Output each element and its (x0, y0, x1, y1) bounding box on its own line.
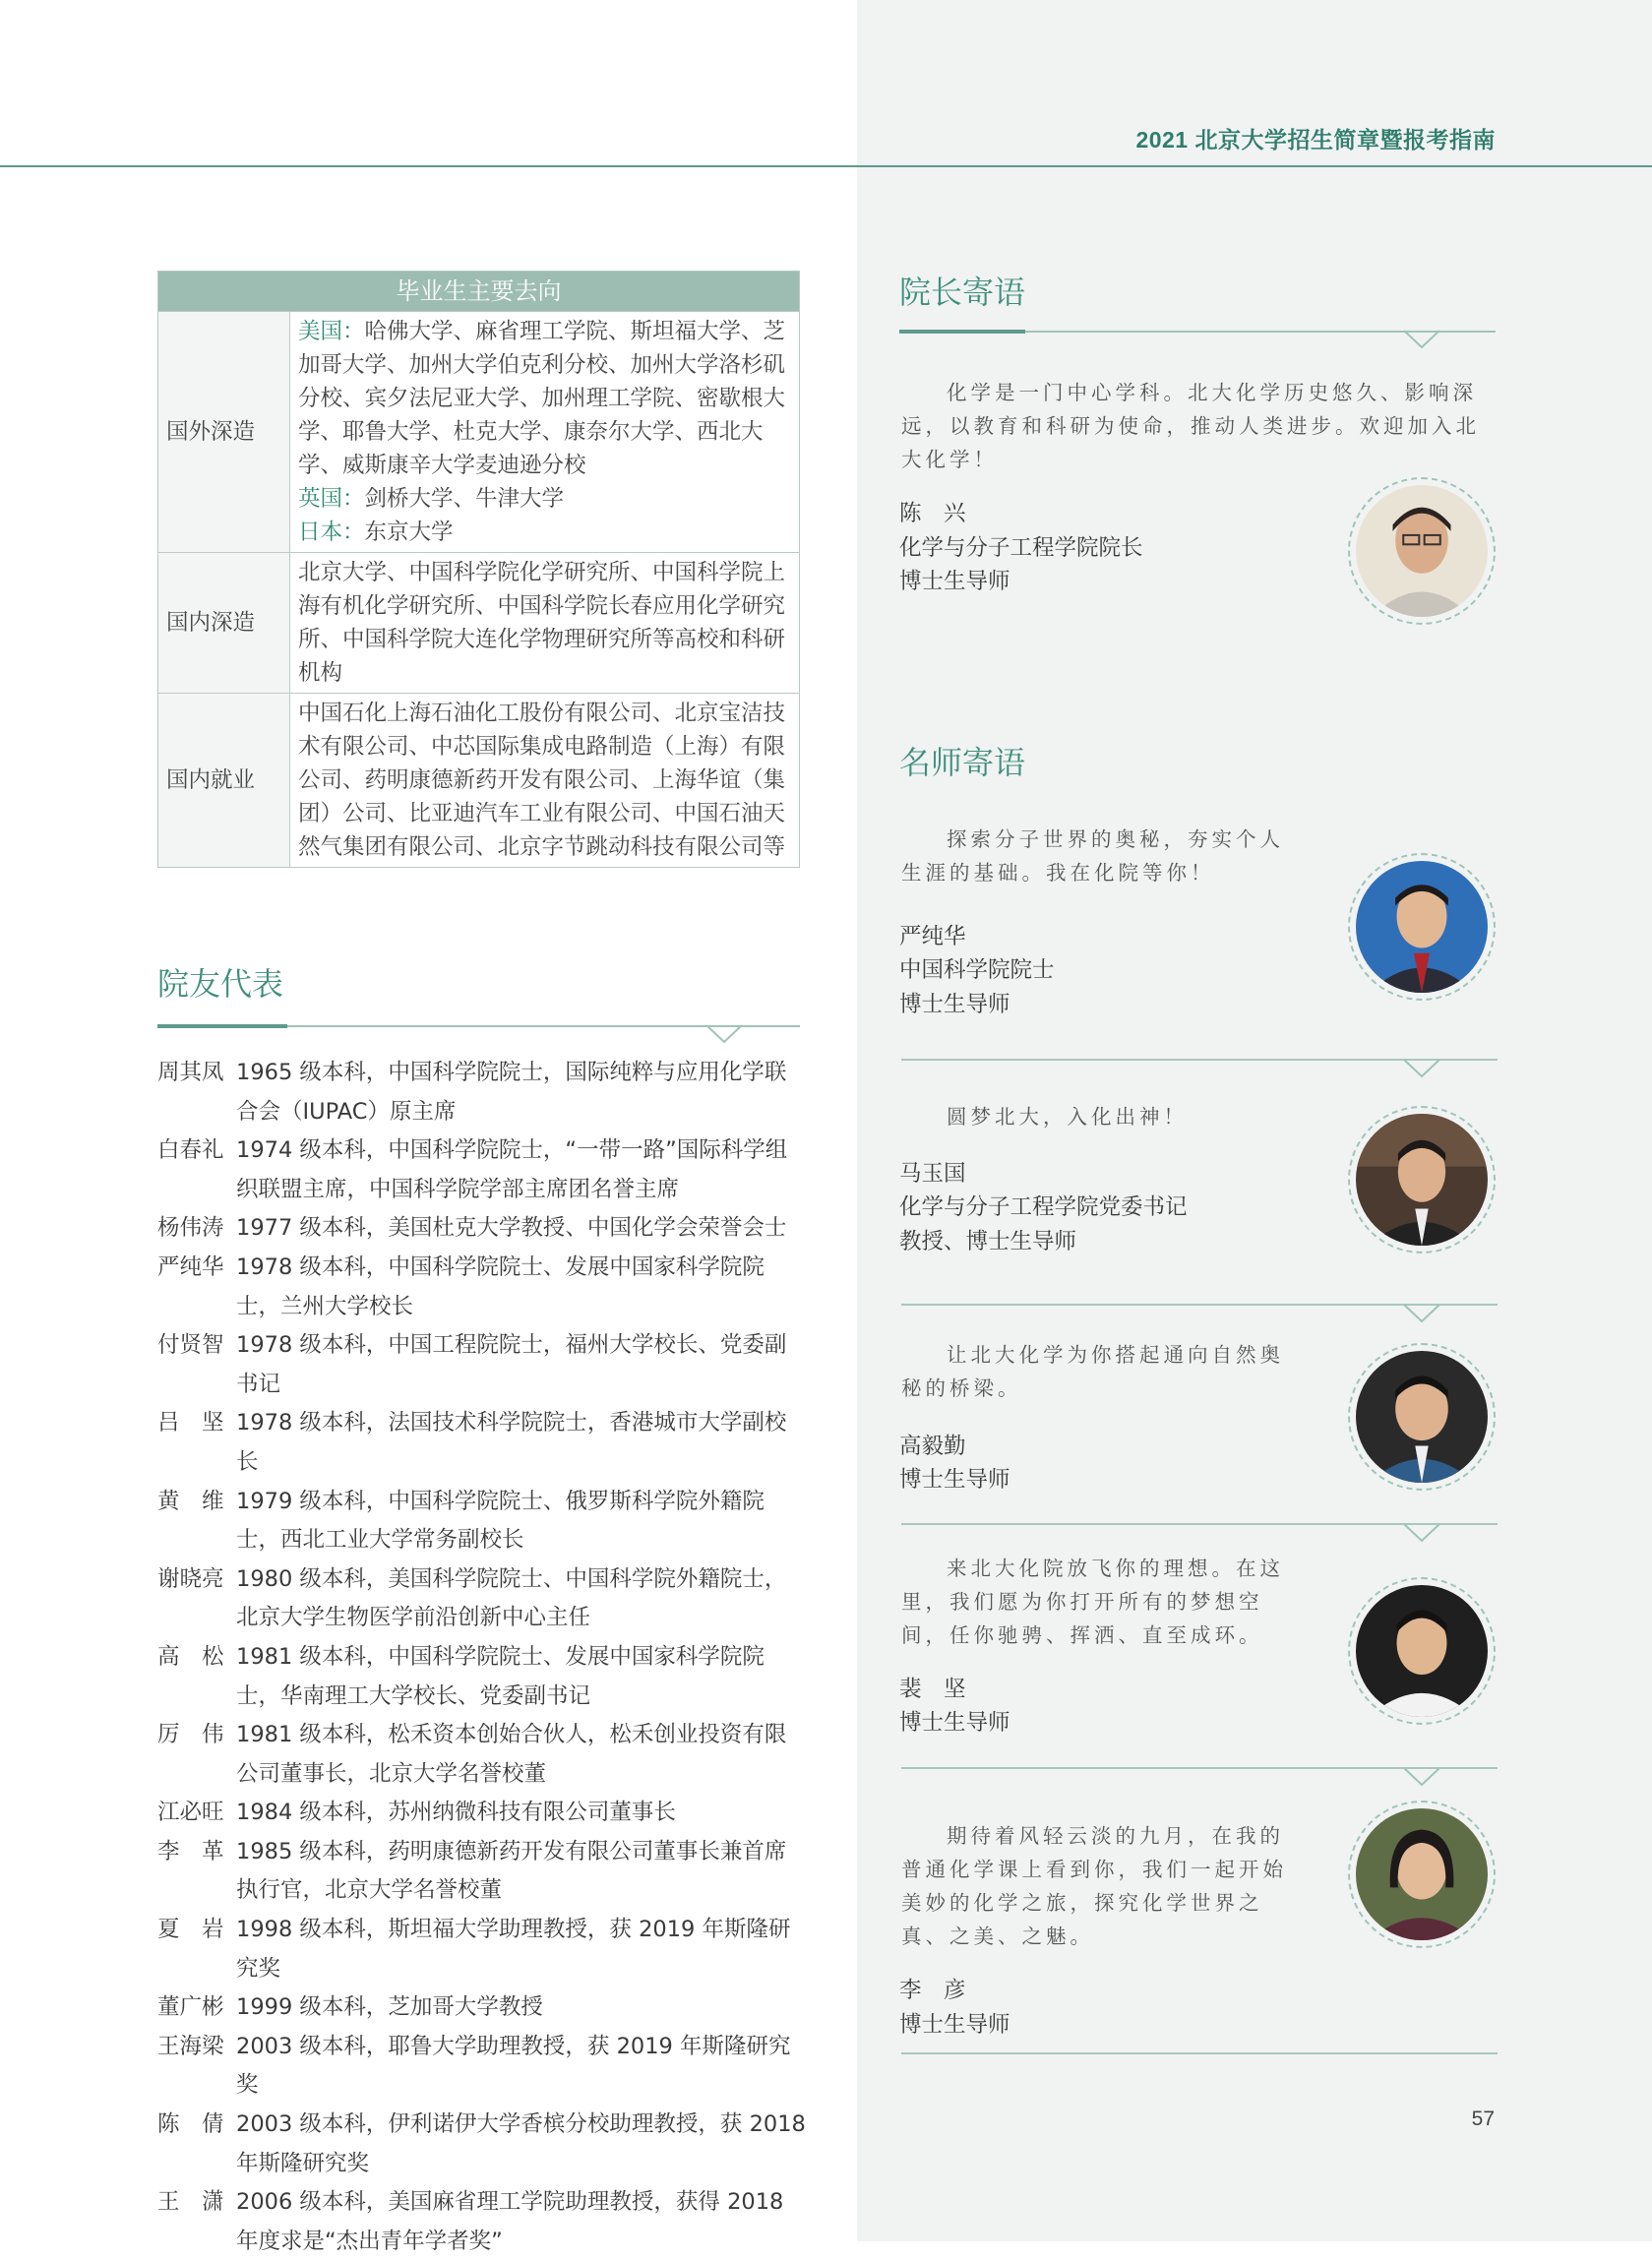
alumni-desc: 1965 级本科，中国科学院院士，国际纯粹与应用化学联合会（IUPAC）原主席 (236, 1060, 787, 1125)
teacher-role: 教授、博士生导师 (899, 1229, 1077, 1254)
list-item (157, 2028, 807, 2106)
table-heading: 毕业生主要去向 (158, 272, 800, 312)
dean-role: 博士生导师 (899, 569, 1010, 594)
school-list: 哈佛大学、麻省理工学院、斯坦福大学、芝加哥大学、加州大学伯克利分校、加州大学洛杉矶分校、宾夕法尼亚大学、加州理工学院、密歇根大学、耶鲁大学、杜克大学、康奈尔大学、西北大学、威斯康辛大学麦迪逊分校 (298, 319, 786, 478)
dean-section-accent (899, 330, 1025, 334)
teacher-quote: 探索分子世界的奥秘，夯实个人生涯的基础。我在化院等你！ (901, 827, 1284, 885)
teacher-quote: 来北大化院放飞你的理想。在这里，我们愿为你打开所有的梦想空间，任你驰骋、挥洒、直至成环。 (901, 1557, 1284, 1647)
alumni-desc: 1999 级本科，芝加哥大学教授 (236, 1994, 543, 2021)
list-item (157, 1131, 807, 1209)
teacher-name: 高毅勤 (899, 1434, 966, 1459)
list-item (157, 2183, 807, 2261)
list-item (157, 1326, 807, 1404)
alumni-name: 厉 伟 (157, 1722, 224, 1748)
dean-section-title: 院长寄语 (899, 274, 1026, 311)
dean-role: 化学与分子工程学院院长 (899, 535, 1143, 561)
alumni-desc: 1978 级本科，中国工程院院士，福州大学校长、党委副书记 (236, 1332, 787, 1397)
alumni-name: 高 松 (157, 1643, 224, 1670)
row-category: 国内深造 (158, 553, 290, 694)
teacher-role: 博士生导师 (899, 992, 1010, 1017)
alumni-name: 付贤智 (157, 1332, 224, 1359)
alumni-desc: 1979 级本科，中国科学院院士、俄罗斯科学院外籍院士，西北工业大学常务副校长 (236, 1488, 765, 1554)
row-category: 国内就业 (158, 694, 290, 868)
alumni-name: 杨伟涛 (157, 1215, 224, 1242)
table-row (158, 312, 800, 553)
alumni-desc: 1981 级本科，松禾资本创始合伙人，松禾创业投资有限公司董事长，北京大学名誉校董 (236, 1722, 787, 1787)
teachers-section-title: 名师寄语 (899, 744, 1026, 781)
row-content: 中国石化上海石油化工股份有限公司、北京宝洁技术有限公司、中芯国际集成电路制造（上海）有限公司、药明康德新药开发有限公司、上海华谊（集团）公司、比亚迪汽车工业有限公司、中国石油天然气集团有限公司、北京字节跳动科技有限公司等 (290, 694, 800, 868)
header-title: 2021 北京大学招生简章暨报考指南 (1135, 127, 1496, 153)
table-row (158, 553, 800, 694)
teacher-role: 中国科学院院士 (899, 957, 1055, 983)
teacher-role: 博士生导师 (899, 1710, 1010, 1736)
country-group (298, 315, 793, 482)
alumni-desc: 2006 级本科，美国麻省理工学院助理教授，获得 2018 年度求是“杰出青年学者奖” (236, 2189, 784, 2254)
alumni-name: 黄 维 (157, 1488, 224, 1514)
teacher-role: 化学与分子工程学院党委书记 (899, 1194, 1188, 1220)
alumni-desc: 1984 级本科，苏州纳微科技有限公司董事长 (236, 1800, 676, 1826)
teacher-role: 博士生导师 (899, 2012, 1010, 2038)
country-label: 美国： (298, 319, 365, 344)
alumni-name: 谢晓亮 (157, 1565, 224, 1592)
country-group (298, 482, 793, 516)
dean-quote: 化学是一门中心学科。北大化学历史悠久、影响深远，以教育和科研为使命，推动人类进步。欢迎加入北大化学！ (901, 381, 1480, 471)
country-label: 英国： (298, 486, 365, 512)
page-number: 57 (1471, 2108, 1495, 2130)
row-content (290, 312, 800, 553)
country-label: 日本： (298, 519, 365, 545)
school-list: 东京大学 (364, 519, 454, 545)
avatar (1348, 1577, 1496, 1725)
alumni-desc: 1980 级本科，美国科学院院士、中国科学院外籍院士，北京大学生物医学前沿创新中心主任 (236, 1565, 787, 1631)
row-content: 北京大学、中国科学院化学研究所、中国科学院上海有机化学研究所、中国科学院长春应用化学研究所、中国科学院大连化学物理研究所等高校和科研机构 (290, 553, 800, 694)
school-list: 剑桥大学、牛津大学 (364, 486, 565, 512)
list-item (157, 1404, 807, 1482)
teacher-name: 李 彦 (899, 1978, 966, 2003)
alumni-desc: 1978 级本科，中国科学院院士、发展中国家科学院院士，兰州大学校长 (236, 1253, 765, 1319)
notch-icon (1402, 1767, 1441, 1789)
row-category: 国外深造 (158, 312, 290, 553)
divider (901, 2052, 1498, 2054)
list-item (157, 1833, 807, 1911)
alumni-desc: 1981 级本科，中国科学院院士、发展中国家科学院院士，华南理工大学校长、党委副书记 (236, 1643, 765, 1709)
alumni-name: 李 革 (157, 1838, 224, 1864)
avatar (1348, 1106, 1496, 1253)
teacher-quote: 期待着风轻云淡的九月，在我的普通化学课上看到你，我们一起开始美妙的化学之旅，探究化学世界之真、之美、之魅。 (901, 1824, 1287, 1948)
alumni-name: 夏 岩 (157, 1917, 224, 1943)
notch-icon (1402, 330, 1441, 351)
header-rule (0, 165, 1652, 167)
teacher-name: 严纯华 (899, 924, 966, 949)
avatar (1348, 853, 1496, 1001)
alumni-name: 王海梁 (157, 2033, 224, 2059)
alumni-name: 白春礼 (157, 1137, 224, 1164)
teacher-quote: 圆梦北大，入化出神！ (947, 1105, 1188, 1129)
list-item (157, 1911, 807, 1988)
list-item (157, 1249, 807, 1326)
avatar (1348, 477, 1496, 625)
alumni-name: 江必旺 (157, 1800, 224, 1826)
list-item (157, 1716, 807, 1794)
notch-icon (1402, 1304, 1441, 1325)
alumni-desc: 2003 级本科，耶鲁大学助理教授，获 2019 年斯隆研究奖 (236, 2033, 791, 2099)
alumni-name: 严纯华 (157, 1253, 224, 1280)
teacher-quote: 让北大化学为你搭起通向自然奥秘的桥梁。 (901, 1343, 1284, 1400)
alumni-name: 董广彬 (157, 1994, 224, 2021)
table-row (158, 694, 800, 868)
list-item (157, 1209, 807, 1249)
teacher-name: 马玉国 (899, 1161, 966, 1187)
avatar (1348, 1801, 1496, 1948)
list-item (157, 1054, 807, 1131)
graduate-destination-table (157, 271, 800, 868)
alumni-desc: 1974 级本科，中国科学院院士，“一带一路”国际科学组织联盟主席，中国科学院学部主席团名誉主席 (236, 1137, 788, 1202)
list-item (157, 1638, 807, 1716)
list-item (157, 2106, 807, 2183)
list-item (157, 1483, 807, 1560)
alumni-name: 吕 坚 (157, 1410, 224, 1436)
dean-name: 陈 兴 (899, 501, 966, 526)
avatar (1348, 1343, 1496, 1491)
alumni-name: 王 潇 (157, 2189, 224, 2216)
alumni-section-accent (157, 1024, 287, 1028)
teacher-role: 博士生导师 (899, 1467, 1010, 1493)
alumni-list (157, 1054, 807, 2261)
alumni-desc: 1977 级本科，美国杜克大学教授、中国化学会荣誉会士 (236, 1215, 787, 1242)
list-item (157, 1560, 807, 1638)
alumni-desc: 1998 级本科，斯坦福大学助理教授，获 2019 年斯隆研究奖 (236, 1917, 791, 1982)
alumni-desc: 1985 级本科，药明康德新药开发有限公司董事长兼首席执行官，北京大学名誉校董 (236, 1838, 787, 1904)
alumni-name: 周其凤 (157, 1060, 224, 1085)
alumni-name: 陈 倩 (157, 2111, 224, 2138)
notch-icon (1402, 1523, 1441, 1545)
list-item (157, 1988, 807, 2028)
notch-icon (704, 1024, 744, 1046)
notch-icon (1402, 1059, 1441, 1080)
alumni-desc: 2003 级本科，伊利诺伊大学香槟分校助理教授，获 2018 年斯隆研究奖 (236, 2111, 806, 2176)
teacher-name: 裴 坚 (899, 1677, 966, 1702)
list-item (157, 1794, 807, 1833)
alumni-section-title: 院友代表 (157, 965, 284, 1003)
country-group (298, 516, 793, 549)
alumni-desc: 1978 级本科，法国技术科学院院士，香港城市大学副校长 (236, 1410, 787, 1475)
